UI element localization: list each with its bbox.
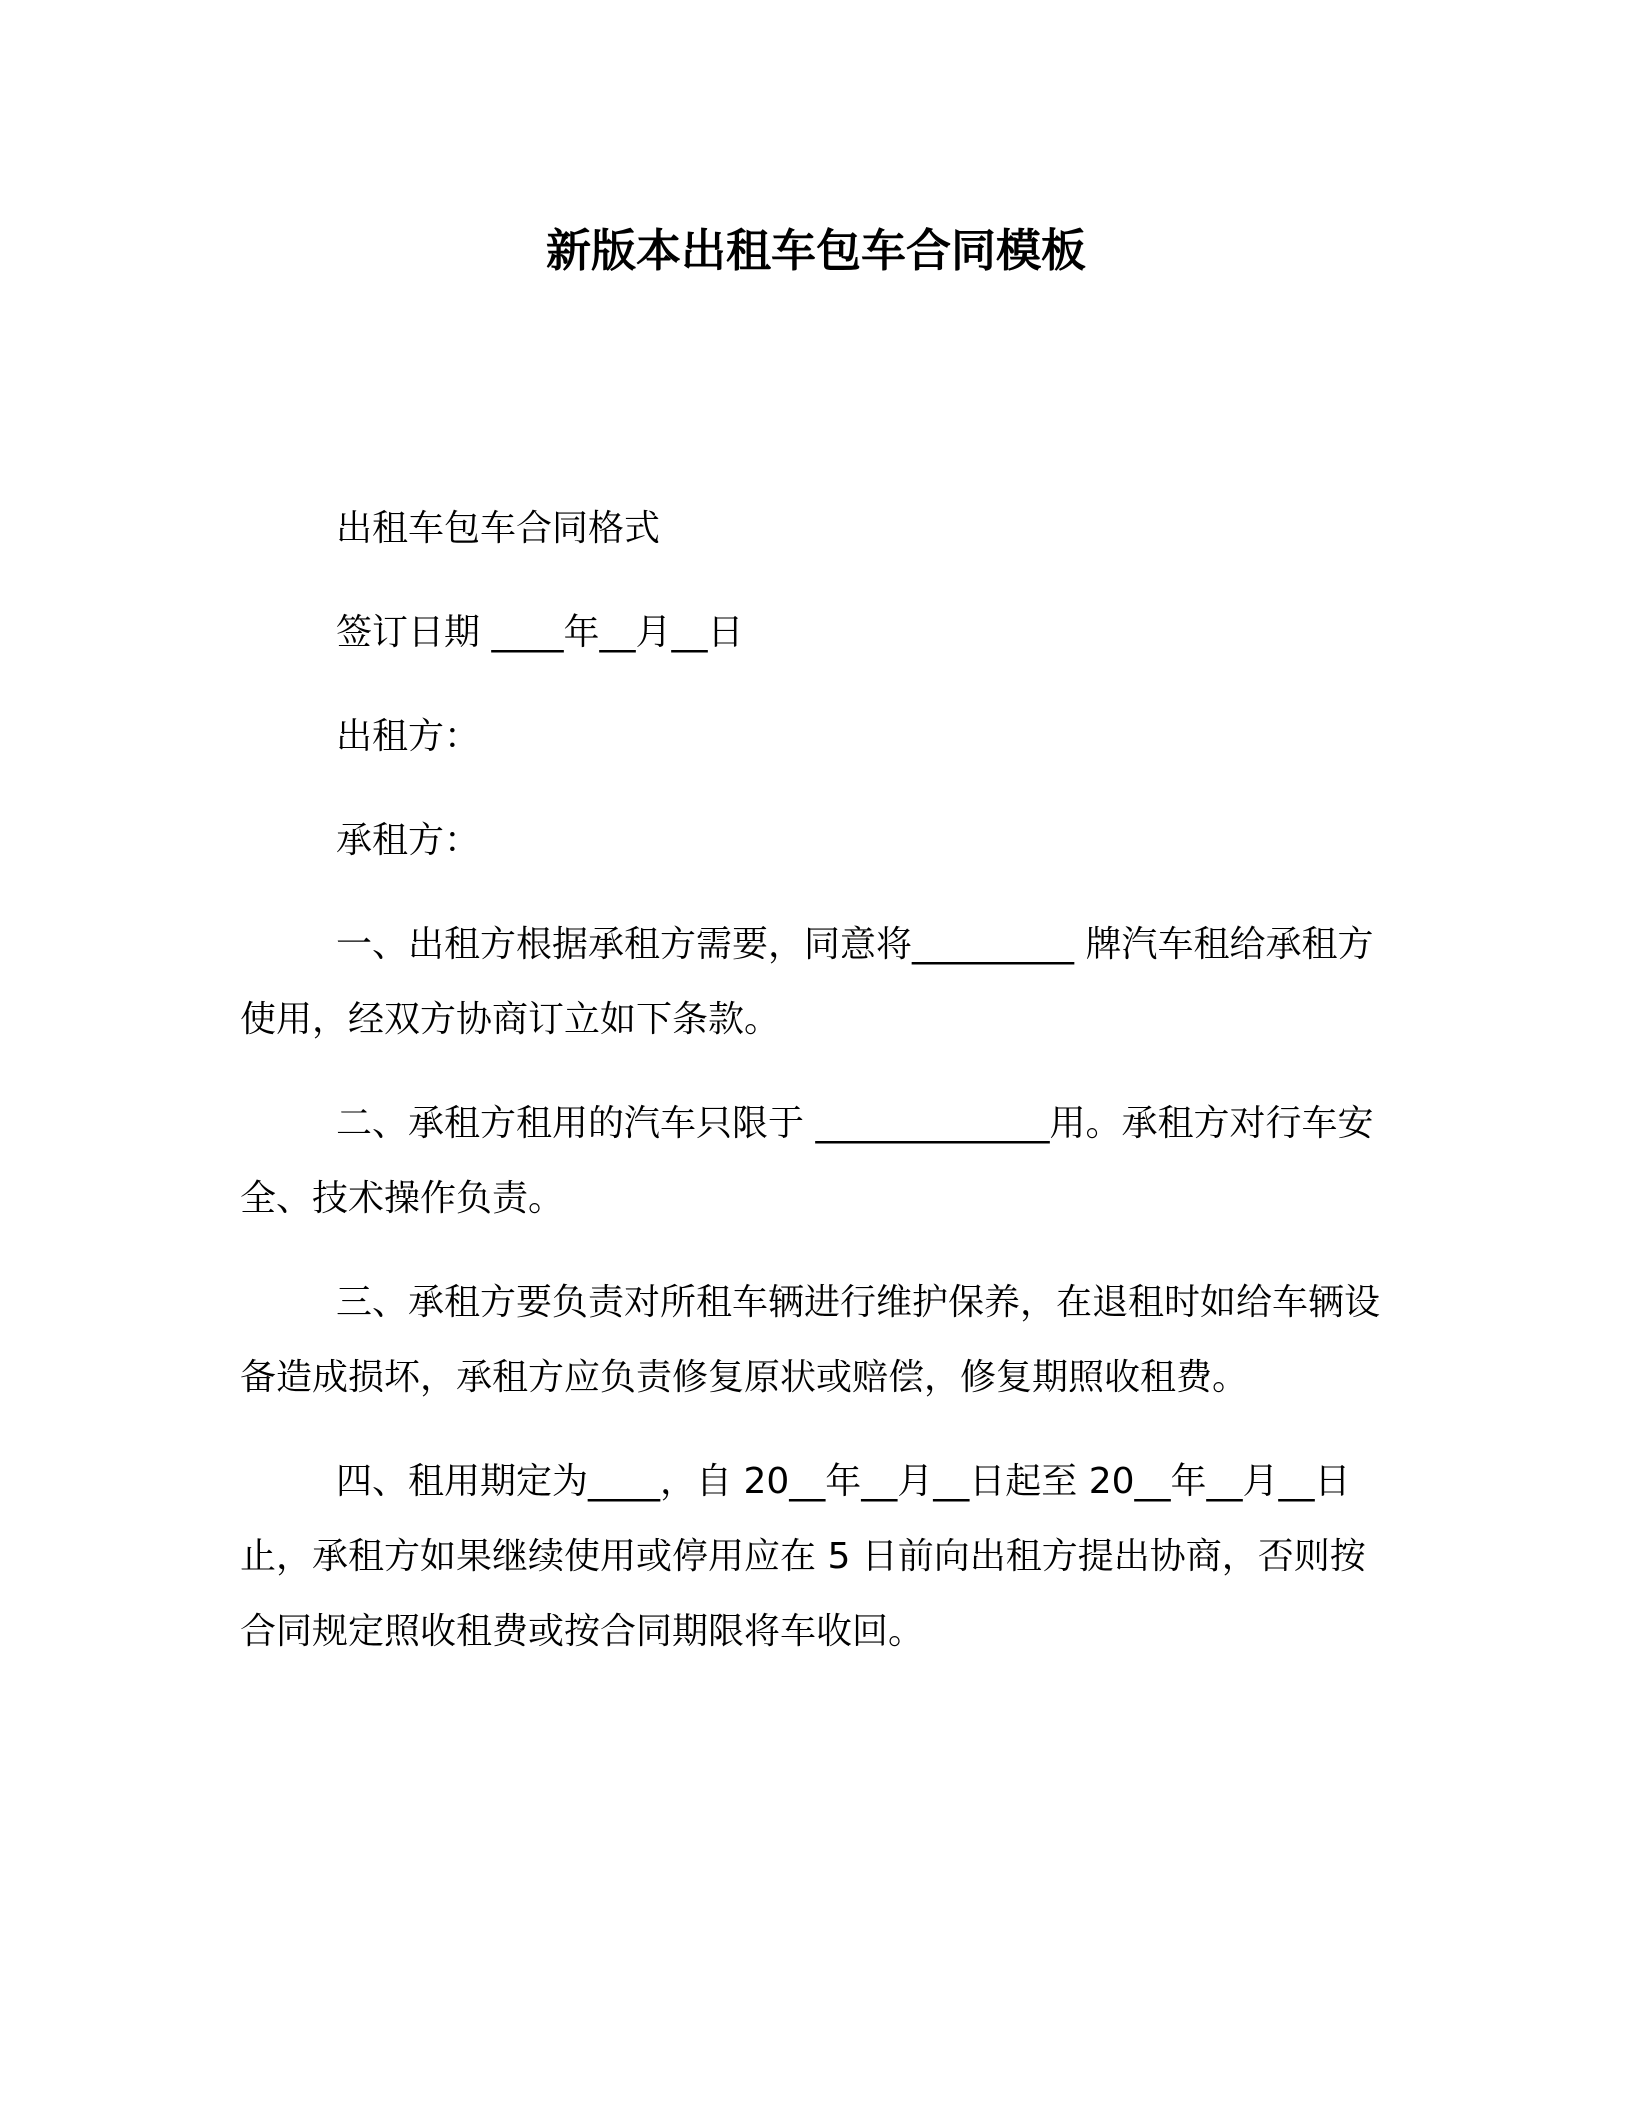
document-body xyxy=(240,491,1380,1698)
lessee-line: 承租方： xyxy=(336,820,481,861)
clause-4: 四、租用期定为____，自 20__年__月__日起至 20__年__月__日止，承租方如果继续使用或停用应在 5 日前向出租方提出协商，否则按合同规定照收租费或按合同期限将车收回。 xyxy=(240,1461,1366,1652)
document-title: 新版本出租车包车合同模板 xyxy=(545,224,1086,277)
clause-1: 一、出租方根据承租方需要，同意将_________ 牌汽车租给承租方使用，经双方协商订立如下条款。 xyxy=(240,924,1374,1040)
lessor-line: 出租方： xyxy=(336,716,481,757)
clause-3: 三、承租方要负责对所租车辆进行维护保养，在退租时如给车辆设备造成损坏，承租方应负责修复原状或赔偿，修复期照收租费。 xyxy=(240,1282,1381,1398)
clause-2: 二、承租方租用的汽车只限于 _____________用。承租方对行车安全、技术操作负责。 xyxy=(240,1103,1374,1219)
contract-format-heading: 出租车包车合同格式 xyxy=(336,508,661,549)
signing-date-line: 签订日期 ____年__月__日 xyxy=(336,612,744,653)
